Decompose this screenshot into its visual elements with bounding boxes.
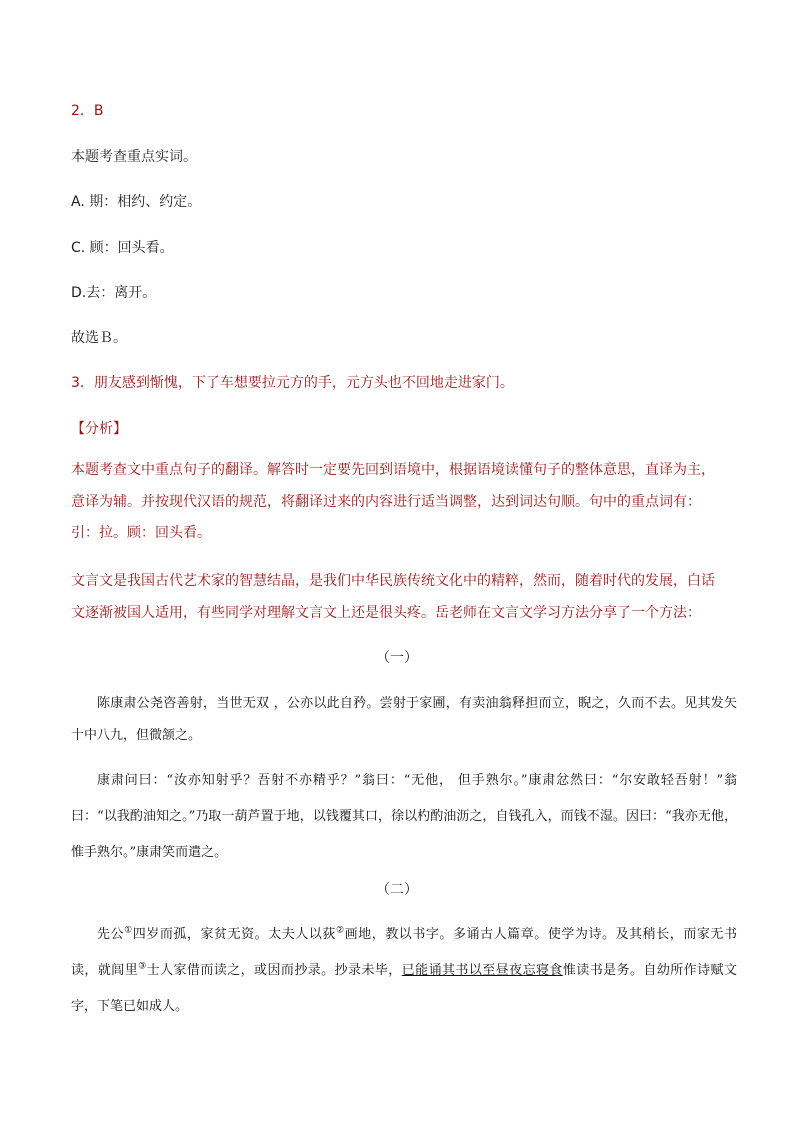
section1-heading: （一） bbox=[376, 650, 418, 666]
annotation-marker-1: ① bbox=[124, 925, 133, 936]
section1-passage-2 bbox=[71, 763, 737, 871]
section1-paragraph-2: 康肃问曰：“汝亦知射乎？吾射不亦精乎？”翁曰：“无他， 但手熟尔。”康肃忿然曰：“尔安敢轻吾射！”翁曰：“以我酌油知之。”乃取一葫芦置于地，以钱覆其口，徐以杓酌油沥之，自钱孔入，而钱不湿。因曰：“我亦无他， 惟手熟尔。”康肃笑而遣之。 bbox=[71, 773, 737, 860]
q2-intro: 本题考查重点实词。 bbox=[71, 149, 197, 165]
passage-text: 惟读书是务。自幼所作诗赋文字，下笔已如成人。 bbox=[71, 963, 737, 1014]
q3-answer: 3．朋友感到惭愧，下了车想要拉元方的手，元方头也不回地走进家门。 bbox=[71, 375, 514, 391]
annotation-marker-3: ③ bbox=[138, 961, 147, 972]
analysis-label: 【分析】 bbox=[71, 421, 127, 437]
section1-paragraph-1: 陈康肃公尧咨善射，当世无双 ，公亦以此自矜。尝射于家圃，有卖油翁释担而立，睨之，久而不去。见其发矢十中八九，但微颔之。 bbox=[71, 696, 737, 743]
passage-text: 四岁而孤，家贫无资。太夫人以荻 bbox=[132, 927, 336, 942]
annotation-marker-2: ② bbox=[335, 925, 345, 936]
q2-option-d: D.去：离开。 bbox=[71, 285, 157, 301]
intro-text: 文言文是我国古代艺术家的智慧结晶，是我们中华民族传统文化中的精粹，然而，随着时代的发展，白话文逐渐被国人适用，有些同学对理解文言文上还是很头疼。岳老师在文言文学习方法分享了一个方法： bbox=[71, 573, 715, 621]
passage-text: 画地，教以书字。多诵古人篇章。使学为诗。及其稍长，而家无书读，就闾里 bbox=[71, 927, 737, 978]
section2-heading: （二） bbox=[376, 882, 418, 898]
analysis-text: 本题考查文中重点句子的翻译。解答时一定要先回到语境中，根据语境读懂句子的整体意思，直译为主，意译为辅。并按现代汉语的规范，将翻译过来的内容进行适当调整，达到词达句顺。句中的重点词有：引：拉。顾：回头看。 bbox=[71, 462, 715, 541]
section2-paragraph bbox=[71, 917, 737, 1025]
passage-text: 先公 bbox=[97, 927, 125, 942]
q2-answer: 2．B bbox=[71, 103, 104, 119]
underlined-sentence: 已能诵其书以至昼夜忘寝食 bbox=[401, 963, 563, 978]
section1-passage bbox=[71, 688, 737, 752]
q2-option-a: A. 期：相约、约定。 bbox=[71, 194, 202, 210]
q2-option-c: C. 顾：回头看。 bbox=[71, 240, 174, 256]
q2-conclusion: 故选Ｂ。 bbox=[71, 330, 127, 346]
section2-passage bbox=[71, 917, 737, 1025]
passage-text: 士人家借而读之，或因而抄录。抄录未毕， bbox=[146, 963, 402, 978]
